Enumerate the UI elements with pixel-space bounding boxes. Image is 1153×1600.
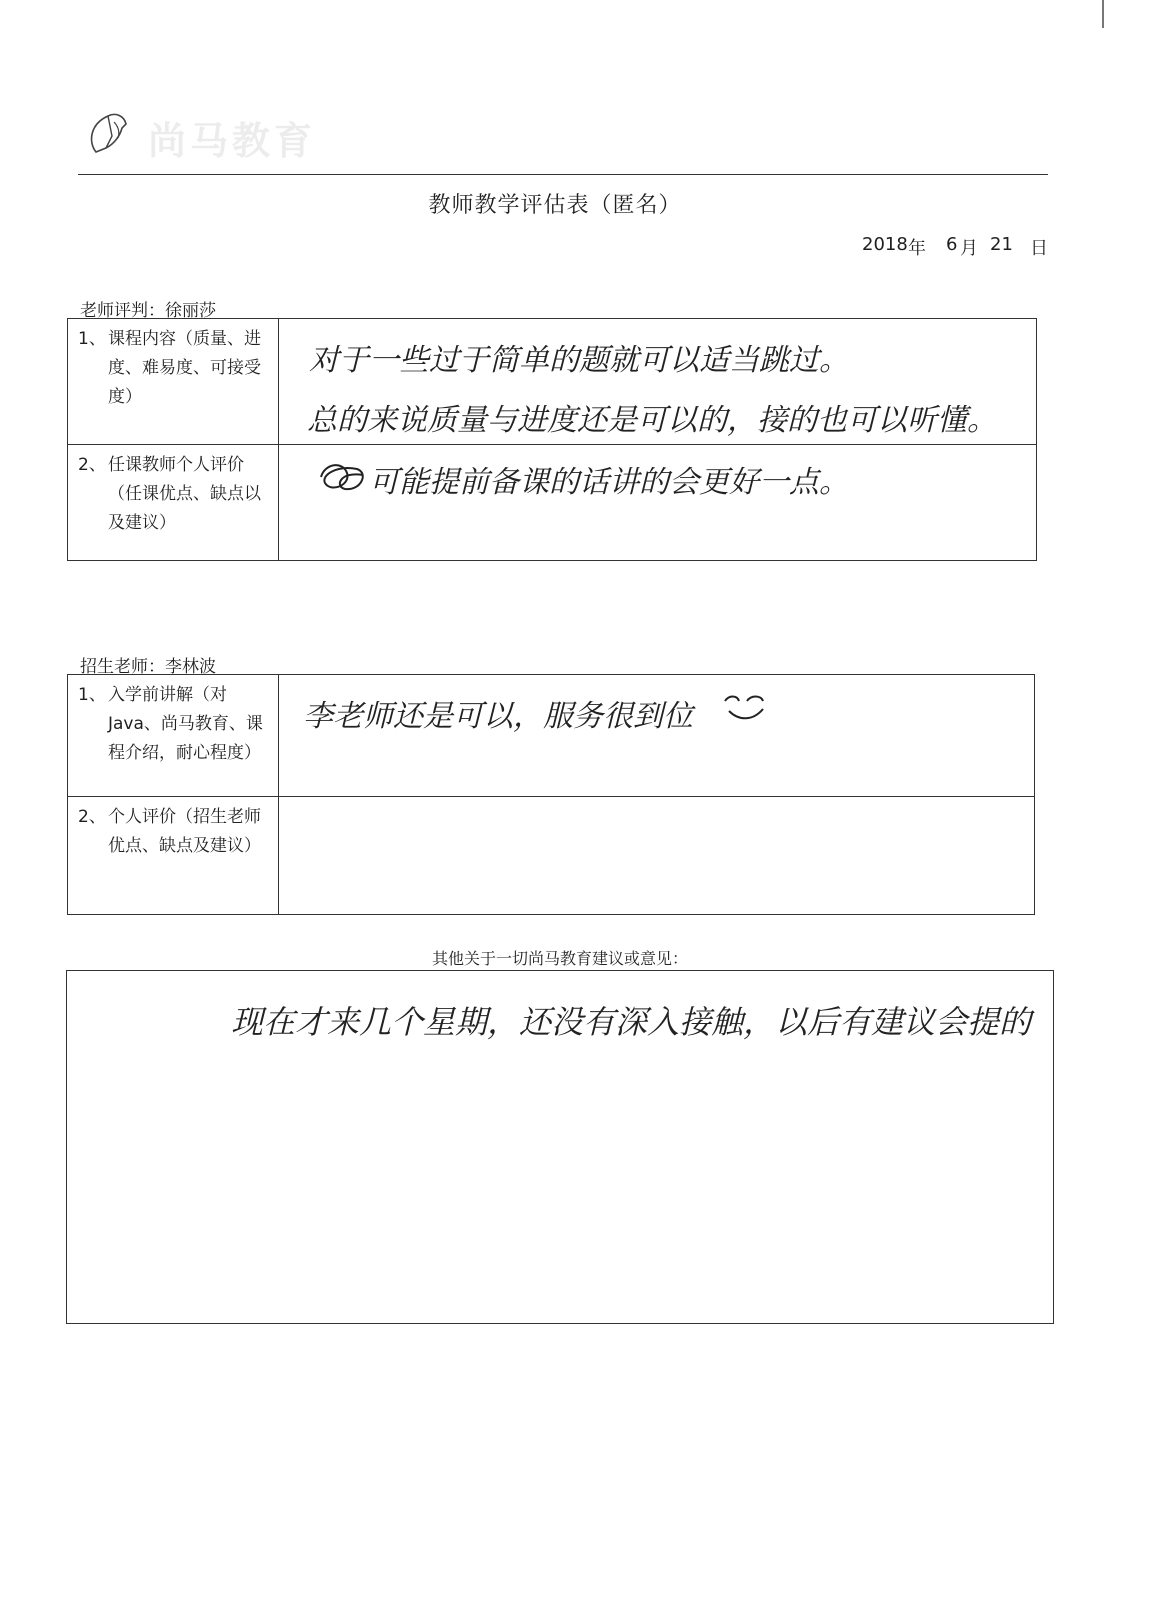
handwritten-answer: 对于一些过于简单的题就可以适当跳过。: [309, 343, 849, 378]
question-cell: [68, 797, 279, 915]
answer-cell[interactable]: [279, 675, 1035, 797]
handwritten-answer: 总的来说质量与进度还是可以的，接的也可以听懂。: [307, 403, 997, 438]
question-prompt: 入学前讲解（对Java、尚马教育、课程介绍，耐心程度）: [108, 685, 263, 763]
header-divider: [78, 174, 1048, 175]
date-day: 21: [990, 234, 1013, 255]
company-logo: [78, 102, 368, 164]
date-year-unit: 年: [908, 238, 926, 259]
question-number: 2、: [78, 807, 106, 827]
table-row: [68, 445, 1037, 561]
horse-logo-icon: [78, 102, 148, 164]
answer-cell[interactable]: [279, 797, 1035, 915]
question-prompt: 课程内容（质量、进度、难易度、可接受度）: [108, 329, 261, 407]
table-row: [68, 675, 1035, 797]
logo-wordmark: 尚马教育: [148, 119, 317, 163]
scan-edge: [1102, 0, 1104, 28]
table-row: [68, 319, 1037, 445]
form-title: 教师教学评估表（匿名）: [428, 193, 682, 218]
question-number: 1、: [78, 329, 106, 349]
question-number: 1、: [78, 685, 106, 705]
teacher-section-label: 老师评判：徐丽莎: [80, 301, 216, 321]
question-cell: [68, 319, 279, 445]
other-suggestions-box[interactable]: [66, 970, 1054, 1324]
date-day-unit: 日: [1030, 238, 1048, 259]
admissions-evaluation-table: [67, 674, 1035, 915]
teacher-evaluation-table: [67, 318, 1037, 561]
admissions-section-label: 招生老师：李林波: [80, 657, 216, 677]
smiley-doodle-icon: [721, 693, 769, 723]
handwritten-answer: 现在才来几个星期，还没有深入接触，以后有建议会提的: [231, 1003, 1032, 1041]
date-month-unit: 月: [960, 238, 978, 259]
question-cell: [68, 675, 279, 797]
table-row: [68, 797, 1035, 915]
answer-cell[interactable]: [279, 445, 1037, 561]
date-month: 6: [946, 234, 958, 255]
date-year: 2018: [862, 234, 908, 255]
question-prompt: 任课教师个人评价（任课优点、缺点以及建议）: [108, 455, 261, 533]
question-cell: [68, 445, 279, 561]
handwritten-answer: 可能提前备课的话讲的会更好一点。: [369, 465, 849, 500]
handwritten-answer: 李老师还是可以，服务很到位: [303, 699, 693, 734]
question-prompt: 个人评价（招生老师优点、缺点及建议）: [108, 807, 261, 856]
question-number: 2、: [78, 455, 106, 475]
other-suggestions-label: 其他关于一切尚马教育建议或意见：: [431, 949, 688, 968]
scribble-mark-icon: [317, 459, 369, 495]
answer-cell[interactable]: [279, 319, 1037, 445]
